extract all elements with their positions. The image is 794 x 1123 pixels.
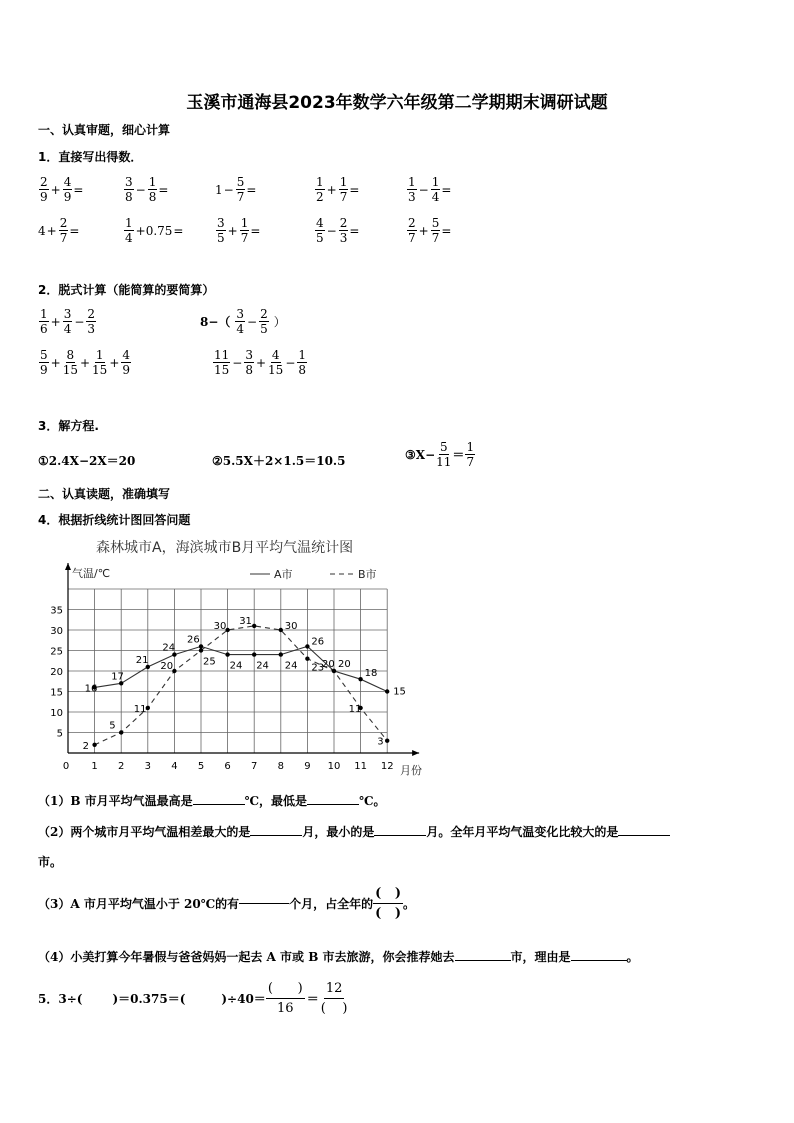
data-point: [119, 730, 123, 734]
fraction: [124, 176, 134, 203]
fraction-numerator: 11: [214, 348, 230, 362]
y-tick-label: 20: [50, 667, 63, 678]
data-point: [279, 652, 283, 656]
q4-sub-4: [38, 948, 639, 965]
fraction: [297, 349, 307, 376]
arithmetic-item: [406, 217, 451, 244]
legend-a-label: A市: [274, 568, 293, 581]
fraction-denominator: 7: [236, 190, 245, 204]
fraction-denominator: 9: [40, 190, 48, 204]
answer-blank-max-diff-month[interactable]: [250, 835, 302, 836]
equation-1-number: ①: [38, 454, 49, 468]
arithmetic-item: [215, 176, 256, 203]
fraction-denominator: 5: [217, 231, 225, 245]
temperature-line-chart: [38, 534, 458, 779]
q4-sub-4-text-b: 市，理由是: [510, 950, 571, 964]
legend-b-label: B市: [358, 568, 377, 581]
q5-equals: ＝: [306, 992, 319, 1006]
fraction-denominator: 9: [63, 190, 72, 204]
x-tick-label: 8: [277, 761, 284, 772]
x-tick-label: 12: [380, 761, 394, 772]
data-point: [225, 652, 229, 656]
fraction-denominator: 4: [431, 190, 440, 204]
data-label: 16: [84, 683, 98, 695]
fraction-numerator: 1: [298, 348, 307, 362]
fraction-denominator: 8: [125, 190, 133, 204]
fraction-numerator: 4: [63, 175, 72, 189]
arithmetic-item: [38, 217, 79, 244]
data-label: 24: [162, 642, 176, 654]
x-tick-label: 10: [327, 761, 341, 772]
fraction-numerator: 1: [148, 175, 157, 189]
data-label: 25: [203, 656, 216, 668]
x-tick-label: 9: [304, 761, 311, 772]
fraction-denominator: 15: [62, 363, 78, 377]
fraction-denominator: 5: [260, 322, 268, 336]
fraction-denominator: 6: [40, 322, 48, 336]
data-point: [252, 652, 256, 656]
fraction-denominator: 7: [408, 231, 416, 245]
equation-2: [212, 452, 345, 469]
q4-sub-3-text-c: 。: [403, 897, 416, 911]
data-label: 30: [213, 621, 227, 632]
equals-sign: =: [349, 182, 360, 197]
equation-3: [405, 441, 476, 468]
data-point: [305, 644, 309, 648]
fraction-blank-bottom[interactable]: ( ): [320, 1001, 348, 1016]
fraction: [63, 308, 73, 335]
operator: −: [418, 182, 429, 197]
fraction-numerator: 1: [95, 348, 104, 362]
operator: +0.75: [135, 223, 173, 238]
expression-prefix: 8−（: [200, 315, 231, 329]
data-label: 15: [393, 686, 406, 698]
arithmetic-item: [123, 217, 183, 244]
answer-blank-city[interactable]: [618, 835, 670, 836]
data-label: 30: [284, 621, 298, 632]
data-label: 20: [338, 659, 351, 670]
x-tick-label: 5: [197, 761, 205, 772]
whole-number: 1: [215, 182, 223, 197]
data-point: [385, 739, 389, 743]
q4-sub-3-text-b: 个月，占全年的: [289, 897, 374, 911]
arithmetic-item: [123, 176, 168, 203]
fraction: [240, 217, 250, 244]
x-tick-label: 11: [354, 761, 367, 772]
q1-label: 1．直接写出得数．: [38, 150, 143, 164]
y-tick-label: 15: [50, 687, 63, 699]
fraction-numerator: 2: [260, 307, 268, 321]
q2-label: 2．脱式计算（能简算的要简算）: [38, 283, 215, 297]
fraction-denominator: 5: [316, 231, 324, 245]
fraction-numerator: 4: [316, 216, 324, 230]
fraction: [235, 308, 245, 335]
q5: [38, 981, 347, 1016]
x-tick-label: 1: [91, 761, 98, 772]
arithmetic-item: [406, 176, 451, 203]
q2-expression-1: [38, 308, 97, 335]
x-tick-label: 3: [144, 761, 151, 772]
data-label: 20: [322, 659, 335, 670]
data-label: 5: [109, 720, 116, 732]
x-tick-label: 7: [251, 761, 258, 772]
chart-y-axis-label: 气温/℃: [72, 567, 111, 580]
data-point: [92, 743, 96, 747]
q4-sub-2-text-c: 月。全年月平均气温变化比较大的是: [426, 825, 619, 839]
equals-sign: =: [73, 182, 84, 197]
q4-sub-3: [38, 886, 415, 921]
fraction-denominator: 7: [240, 231, 249, 245]
fraction-denominator: 7: [466, 455, 475, 469]
answer-blank-min-diff-month[interactable]: [374, 835, 426, 836]
fraction-denominator: 15: [92, 363, 108, 377]
arithmetic-item: [314, 217, 359, 244]
fraction-numerator: 1: [240, 216, 249, 230]
whole-number: 4: [38, 223, 46, 238]
fraction-numerator: 3: [245, 348, 253, 362]
fraction: [63, 176, 73, 203]
equals-sign: =: [349, 223, 360, 238]
fraction: [315, 217, 325, 244]
q4-sub-2-end: 市。: [38, 855, 63, 869]
fraction-numerator: 5: [431, 216, 440, 230]
q4-sub-1-text-c: ℃。: [359, 794, 386, 808]
data-label: 26: [311, 636, 325, 648]
data-label: 3: [377, 736, 384, 748]
data-label: 11: [133, 703, 147, 715]
fraction-denominator: 15: [268, 363, 284, 377]
equation-3-prefix: X−: [415, 447, 436, 462]
q4-sub-2: [38, 823, 670, 840]
q4-sub-1-text-b: ℃，最低是: [244, 794, 308, 808]
answer-blank-min-temp[interactable]: [307, 804, 359, 805]
x-tick-label: 6: [224, 761, 231, 772]
data-label: 20: [160, 661, 174, 672]
fraction-numerator: 1: [466, 440, 475, 454]
fraction-numerator: 5: [236, 175, 245, 189]
x-tick-label: 2: [118, 761, 125, 772]
fraction-denominator: 4: [236, 322, 245, 336]
fraction-numerator: 1: [431, 175, 440, 189]
operator: −: [326, 223, 337, 238]
fraction-numerator: 4: [271, 348, 280, 362]
fraction-numerator: 2: [339, 216, 348, 230]
series-line-b: [95, 626, 388, 745]
fraction-numerator: 12: [324, 981, 345, 999]
q3-label: 3．解方程.: [38, 419, 99, 433]
operator: +: [50, 182, 61, 197]
expression-suffix: ）: [273, 315, 286, 329]
x-tick-label: 4: [171, 761, 178, 772]
q2-expression-3: [38, 349, 132, 376]
q4-sub-2-text-b: 月，最小的是: [302, 825, 375, 839]
fraction-blank-bottom: ( ): [375, 906, 402, 921]
fraction-numerator: 2: [408, 216, 416, 230]
operator: −: [135, 182, 146, 197]
x-axis-arrow-icon: [412, 750, 419, 756]
q1-row-1: [38, 176, 758, 206]
fraction-denominator: 16: [277, 1001, 294, 1016]
fraction: [59, 217, 69, 244]
q2-expression-2: [200, 308, 286, 335]
q4-sub-1-text: （1）B 市月平均气温最高是: [38, 794, 193, 808]
fraction: [431, 217, 441, 244]
equals-sign: =: [250, 223, 261, 238]
q5-fraction-2: [321, 981, 348, 1016]
q4-sub-2-text: （2）两个城市月平均气温相差最大的是: [38, 825, 251, 839]
fraction: [63, 349, 78, 376]
fraction-numerator: 1: [316, 175, 324, 189]
equals-sign: =: [246, 182, 257, 197]
equation-3-fraction-2: [465, 441, 475, 468]
equals-sign: =: [158, 182, 169, 197]
fraction-numerator: 1: [125, 216, 133, 230]
operator: +: [46, 223, 57, 238]
operator: +: [326, 182, 337, 197]
answer-blank-reason[interactable]: [571, 960, 627, 961]
fraction-numerator: 1: [339, 175, 348, 189]
section-1-heading: 一、认真审题，细心计算: [38, 123, 171, 137]
fraction: [407, 217, 417, 244]
equals-sign: =: [441, 223, 452, 238]
equation-2-text: 5.5X＋2×1.5＝10.5: [222, 454, 346, 468]
q5-part-2: )＝0.375＝(: [112, 992, 186, 1006]
q2-expression-4: [212, 349, 308, 376]
fraction: [124, 217, 134, 244]
fraction-denominator: 3: [87, 322, 96, 336]
equation-1-text: 2.4X−2X＝20: [48, 454, 136, 468]
q4-sub-1: [38, 792, 385, 809]
fraction: [259, 308, 269, 335]
operator: +: [255, 355, 267, 370]
fraction-denominator: 7: [59, 231, 68, 245]
fraction-denominator: 8: [148, 190, 157, 204]
y-tick-label: 5: [56, 728, 63, 740]
page-title: 玉溪市通海县2023年数学六年级第二学期期末调研试题: [186, 93, 608, 113]
chart-series: [83, 616, 406, 752]
fraction: [121, 349, 131, 376]
fraction-numerator: 2: [40, 175, 48, 189]
fraction: [216, 217, 226, 244]
fraction-denominator: 4: [125, 231, 133, 245]
arithmetic-item: [215, 217, 260, 244]
data-label: 11: [348, 703, 362, 715]
fraction-numerator: 1: [408, 175, 416, 189]
equation-3-number: ③: [405, 447, 416, 462]
data-point: [358, 677, 362, 681]
equals-sign: =: [173, 223, 184, 238]
equation-2-number: ②: [212, 454, 223, 468]
q4-sub-4-text: （4）小美打算今年暑假与爸爸妈妈一起去 A 市或 B 市去旅游，你会推荐她去: [38, 950, 455, 964]
y-tick-label: 10: [50, 708, 63, 719]
fraction-numerator: 2: [87, 307, 96, 321]
fraction: [315, 176, 325, 203]
fraction: [213, 349, 230, 376]
q5-part-1: 5．3÷(: [38, 992, 83, 1006]
q5-fraction-1: [266, 981, 305, 1016]
fraction-denominator: 8: [245, 363, 253, 377]
operator: +: [50, 355, 61, 370]
data-label: 24: [229, 660, 243, 672]
operator: +: [227, 223, 238, 238]
arithmetic-item: [38, 176, 83, 203]
fraction-denominator: 7: [339, 190, 348, 204]
data-label: 24: [256, 660, 269, 672]
y-axis-arrow-icon: [65, 563, 71, 570]
y-tick-label: 25: [50, 646, 63, 658]
chart-legend: [250, 568, 377, 581]
data-label: 21: [135, 654, 149, 666]
fraction: [92, 349, 107, 376]
fraction-numerator: 1: [40, 307, 48, 321]
fraction-numerator: 5: [40, 348, 48, 362]
fraction: [268, 349, 283, 376]
operator: +: [79, 355, 91, 370]
fraction-blank-top: ( ): [373, 886, 403, 904]
fraction-denominator: 2: [316, 190, 324, 204]
fraction-numerator: 4: [122, 348, 131, 362]
expression-inner: [234, 308, 269, 335]
q4-label: 4．根据折线统计图回答问题: [38, 513, 191, 527]
chart-x-axis-label: 月份: [400, 764, 422, 777]
q1-row-2: [38, 217, 758, 247]
operator: −: [247, 314, 258, 329]
fraction: [148, 176, 158, 203]
equation-1: [38, 452, 135, 469]
data-point: [279, 628, 283, 632]
y-tick-label: 35: [50, 605, 63, 617]
data-label: 18: [364, 668, 378, 680]
chart-title: 森林城市A，海滨城市B月平均气温统计图: [96, 540, 354, 556]
data-point: [199, 648, 203, 652]
fraction: [236, 176, 246, 203]
answer-fraction-blank[interactable]: [373, 886, 403, 921]
answer-blank-max-temp[interactable]: [193, 804, 245, 805]
q5-part-3: )÷40＝: [221, 992, 266, 1006]
fraction-denominator: 15: [214, 363, 230, 377]
q4-sub-3-text: （3）A 市月平均气温小于 20℃的有: [38, 897, 240, 911]
data-point: [252, 624, 256, 628]
equation-3-equals: ＝: [452, 448, 465, 462]
data-label: 31: [239, 615, 252, 627]
origin-label: 0: [62, 761, 70, 772]
fraction: [86, 308, 96, 335]
fraction-denominator: 3: [408, 190, 416, 204]
fraction-numerator: 3: [236, 307, 245, 321]
fraction: [339, 217, 349, 244]
chart-axes: [65, 563, 419, 756]
fraction: [431, 176, 441, 203]
fraction-denominator: 7: [431, 231, 440, 245]
fraction-numerator: 2: [59, 216, 68, 230]
equals-sign: =: [69, 223, 80, 238]
fraction-denominator: 11: [436, 455, 452, 469]
section-2-heading: 二、认真读题，准确填写: [38, 487, 171, 501]
operator: +: [418, 223, 429, 238]
q4-sub-4-text-c: 。: [626, 950, 639, 964]
fraction-numerator: 8: [66, 348, 75, 362]
fraction: [244, 349, 254, 376]
data-point: [305, 657, 309, 661]
operator: −: [74, 314, 85, 329]
answer-blank-month-count[interactable]: [239, 903, 289, 904]
fraction: [39, 308, 49, 335]
operator: +: [109, 355, 120, 370]
data-label: 26: [187, 634, 200, 646]
data-label: 17: [111, 671, 124, 683]
fraction-denominator: 4: [63, 322, 72, 336]
y-tick-label: 30: [50, 626, 63, 637]
fraction-denominator: 8: [298, 363, 307, 377]
answer-blank-recommend-city[interactable]: [455, 960, 511, 961]
data-label: 2: [82, 740, 89, 752]
operator: +: [50, 314, 61, 329]
operator: −: [223, 182, 234, 197]
fraction: [39, 176, 49, 203]
data-label: 23: [311, 662, 325, 674]
equals-sign: =: [441, 182, 452, 197]
fraction-blank-top[interactable]: ( ): [266, 981, 305, 999]
fraction: [407, 176, 417, 203]
operator: −: [285, 355, 296, 370]
fraction-denominator: 3: [339, 231, 348, 245]
data-label: 24: [284, 660, 298, 672]
fraction: [339, 176, 349, 203]
fraction: [39, 349, 49, 376]
arithmetic-item: [314, 176, 359, 203]
equation-3-fraction-1: [436, 441, 451, 468]
fraction-numerator: 3: [125, 175, 133, 189]
fraction-denominator: 9: [40, 363, 48, 377]
fraction-numerator: 3: [63, 307, 72, 321]
data-point: [385, 689, 389, 693]
operator: −: [232, 355, 243, 370]
fraction-denominator: 9: [122, 363, 131, 377]
fraction-numerator: 5: [439, 440, 448, 454]
fraction-numerator: 3: [217, 216, 225, 230]
